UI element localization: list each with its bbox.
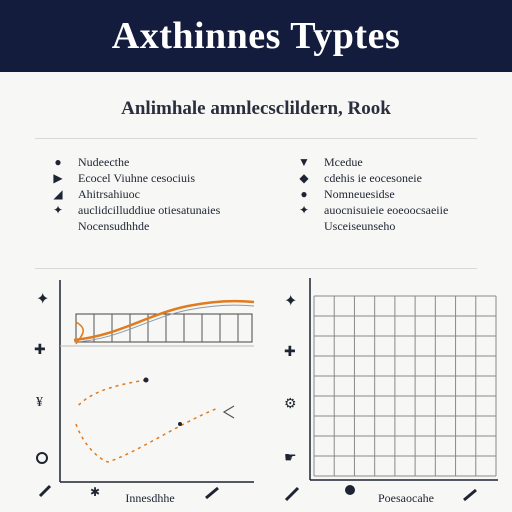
slash-icon: [40, 486, 50, 496]
grid-strip-lines: [94, 314, 238, 342]
right-list: [296, 154, 448, 234]
page-subtitle: Anlimhale amnlecsclildern, Rook: [121, 98, 391, 119]
chevron-left-icon: [224, 406, 234, 418]
slash-icon: [286, 488, 298, 500]
gear-icon: ⚙: [284, 397, 297, 412]
diamond-icon: ◆: [299, 171, 309, 185]
x-axis-label: Poesaocahe: [378, 491, 434, 505]
y-symbol-icon: ¥: [36, 395, 43, 410]
plus-icon: ✚: [284, 345, 296, 360]
title-banner: [0, 0, 512, 72]
list-item: [296, 154, 448, 170]
divider-top: [35, 138, 477, 139]
star-icon: ✦: [298, 203, 310, 217]
right-chart: [280, 274, 502, 506]
list-item: [50, 202, 220, 218]
list-item-text: Mcedue: [324, 155, 363, 169]
divider-charts: [35, 268, 477, 269]
play-icon: ▶: [53, 171, 63, 185]
list-item-text: Nudeecthe: [78, 155, 130, 169]
left-chart: [28, 274, 260, 506]
plus-icon: ✚: [34, 343, 46, 358]
list-item-text: Ahitrsahiuoc: [78, 187, 140, 201]
bullet-icon: ●: [300, 187, 308, 201]
scatter-point: [144, 378, 149, 383]
slash-icon: [206, 488, 218, 498]
list-item: [50, 218, 220, 234]
chevron-down-icon: ▼: [298, 155, 310, 169]
sparkle-icon: ✦: [36, 291, 50, 308]
trend-curve: [74, 301, 254, 340]
page-title: Axthinnes Typtes: [111, 15, 401, 57]
list-item: [50, 186, 220, 202]
scatter-point: [178, 422, 182, 426]
list-item: [50, 170, 220, 186]
bullet-icon: ●: [54, 155, 62, 169]
list-item: [296, 218, 448, 234]
thumbs-up-icon: ☛: [284, 451, 297, 466]
list-item: [296, 170, 448, 186]
trend-curve-shadow: [74, 305, 254, 342]
list-item-text: auocnisuieie eoeoocsaeiie: [324, 203, 449, 217]
slash-icon: [464, 490, 476, 500]
asterisk-icon: ✱: [90, 485, 101, 499]
x-axis-label: Innesdhhe: [125, 491, 175, 505]
circle-icon: [37, 453, 47, 463]
left-list: [50, 154, 220, 234]
list-item-text: cdehis ie eocesoneie: [324, 171, 422, 185]
axis-dot: [345, 485, 355, 495]
list-item: [50, 154, 220, 170]
sparkle-icon: ✦: [284, 293, 298, 310]
list-item: [296, 202, 448, 218]
list-item-text: auclidcilluddiue otiesatunaies: [78, 203, 221, 217]
list-item-text: Usceiseunseho: [324, 219, 396, 233]
scatter-upper: [76, 380, 146, 408]
scatter-lower: [76, 408, 218, 462]
list-item: [296, 186, 448, 202]
list-item-text: Nocensudhhde: [78, 219, 150, 233]
list-item-text: Nomneuesidse: [324, 187, 395, 201]
star-icon: ✦: [52, 203, 64, 217]
list-item-text: Ecocel Viuhne cesociuis: [78, 171, 196, 185]
grid-lines: [314, 296, 496, 476]
triangle-icon: ◢: [53, 187, 63, 201]
